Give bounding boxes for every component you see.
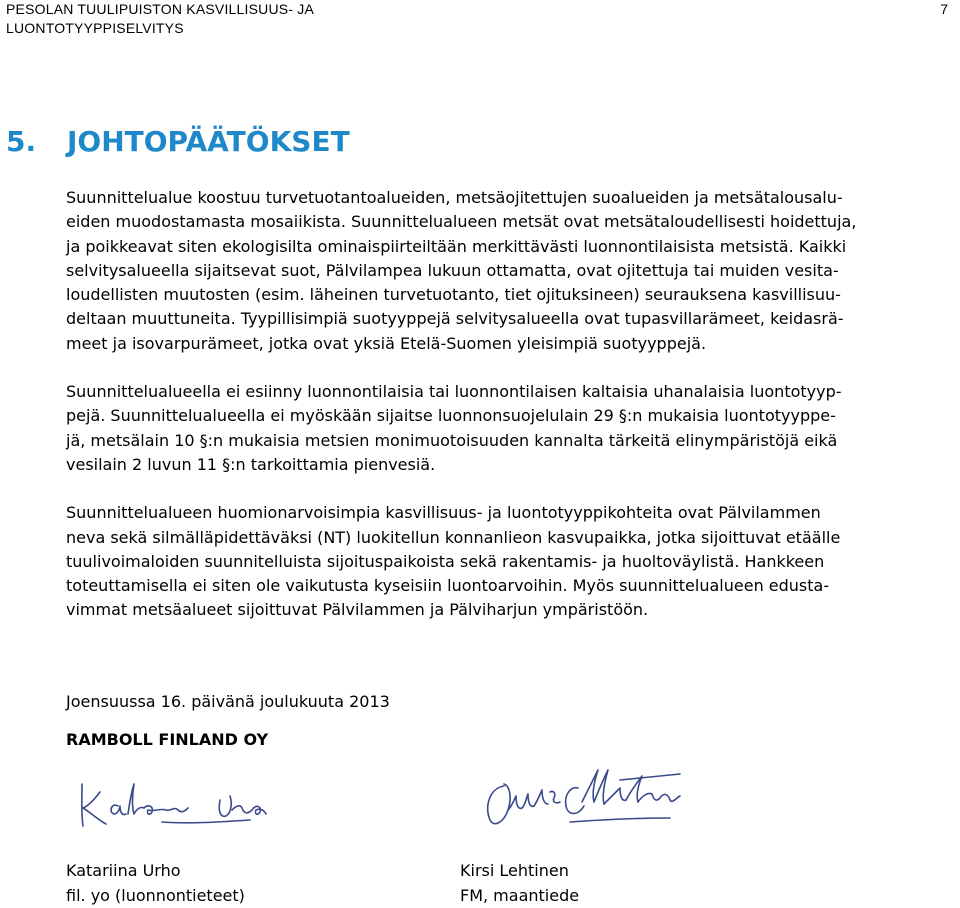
text-line: deltaan muuttuneita. Tyypillisimpiä suotyyppejä selvitysalueella ovat tupasvillarämeet, keidasrä- [66, 309, 844, 329]
place-and-date: Joensuussa 16. päivänä joulukuuta 2013 [66, 692, 390, 711]
paragraph-conclusion-notable [66, 501, 952, 622]
signature-katariina-urho [70, 770, 320, 840]
paragraph-conclusion-protected [66, 380, 952, 477]
page-number: 7 [940, 1, 948, 17]
header-title-line1: PESOLAN TUULIPUISTON KASVILLISUUS- JA [6, 1, 314, 17]
text-line: ja poikkeavat siten ekologisilta ominaispiirteiltään merkittävästi luonnontilaisista metsistä. Kaikki [66, 236, 847, 256]
body-text [66, 186, 952, 623]
text-line: Suunnittelualue koostuu turvetuotantoalueiden, metsäojitettujen suoalueiden ja metsätalousalu- [66, 188, 843, 207]
text-line: neva sekä silmälläpidettäväksi (NT) luokitellun konnanlieon kasvupaikka, jotka sijoittuvat etäälle [66, 527, 841, 547]
section-title: JOHTOPÄÄTÖKSET [67, 125, 350, 158]
signatory-name: Katariina Urho [66, 861, 181, 880]
signatory-title: fil. yo (luonnontieteet) [66, 886, 245, 905]
signatory-right [460, 858, 579, 908]
text-line: Suunnittelualueen huomionarvoisimpia kasvillisuus- ja luontotyyppikohteita ovat Pälvilammen [66, 503, 821, 523]
signatory-name: Kirsi Lehtinen [460, 861, 569, 880]
signatory-title: FM, maantiede [460, 886, 580, 905]
section-number: 5. [6, 125, 37, 158]
signature-kirsi-lehtinen [470, 762, 710, 842]
text-line: vesilain 2 luvun 11 §:n tarkoittamia pienvesiä. [66, 454, 436, 474]
text-line: pejä. Suunnittelualueella ei myöskään sijaitse luonnonsuojelulain 29 §:n mukaisia luontotyyppe- [66, 406, 836, 426]
header-title-line2: LUONTOTYYPPISELVITYS [6, 20, 184, 36]
text-line: vimmat metsäalueet sijoittuvat Pälvilammen ja Pälviharjun ympäristöön. [66, 600, 649, 620]
signatory-left [66, 858, 245, 908]
text-line: selvitysalueella sijaitsevat suot, Pälvilampea lukuun ottamatta, ovat ojitettuja tai muiden vesita- [66, 260, 839, 280]
text-line: tuulivoimaloiden suunnitelluista sijoituspaikoista sekä rakentamis- ja huoltoväylistä. Hankkeen [66, 551, 825, 571]
text-line: jä, metsälain 10 §:n mukaisia metsien monimuotoisuuden kannalta tärkeitä elinympäristöjä eikä [66, 430, 838, 450]
paragraph-conclusion-habitats [66, 186, 952, 356]
text-line: eiden muodostamasta mosaiikista. Suunnittelualueen metsät ovat metsätaloudellisesti hoidettuja, [66, 212, 857, 232]
section-heading [6, 125, 350, 159]
text-line: loudellisten muutosten (esim. läheinen turvetuotanto, tiet ojituksineen) seurauksena kasvillisuu- [66, 285, 841, 305]
text-line: Suunnittelualueella ei esiinny luonnontilaisia tai luonnontilaisen kaltaisia uhanalaisia luontotyyp- [66, 382, 842, 402]
document-header [6, 0, 314, 38]
company-name: RAMBOLL FINLAND OY [66, 730, 269, 749]
text-line: toteuttamisella ei siten ole vaikutusta kyseisiin luontoarvoihin. Myös suunnittelualueen edusta- [66, 576, 830, 596]
text-line: meet ja isovarpurämeet, jotka ovat yksiä Etelä-Suomen yleisimpiä suotyyppejä. [66, 333, 707, 353]
